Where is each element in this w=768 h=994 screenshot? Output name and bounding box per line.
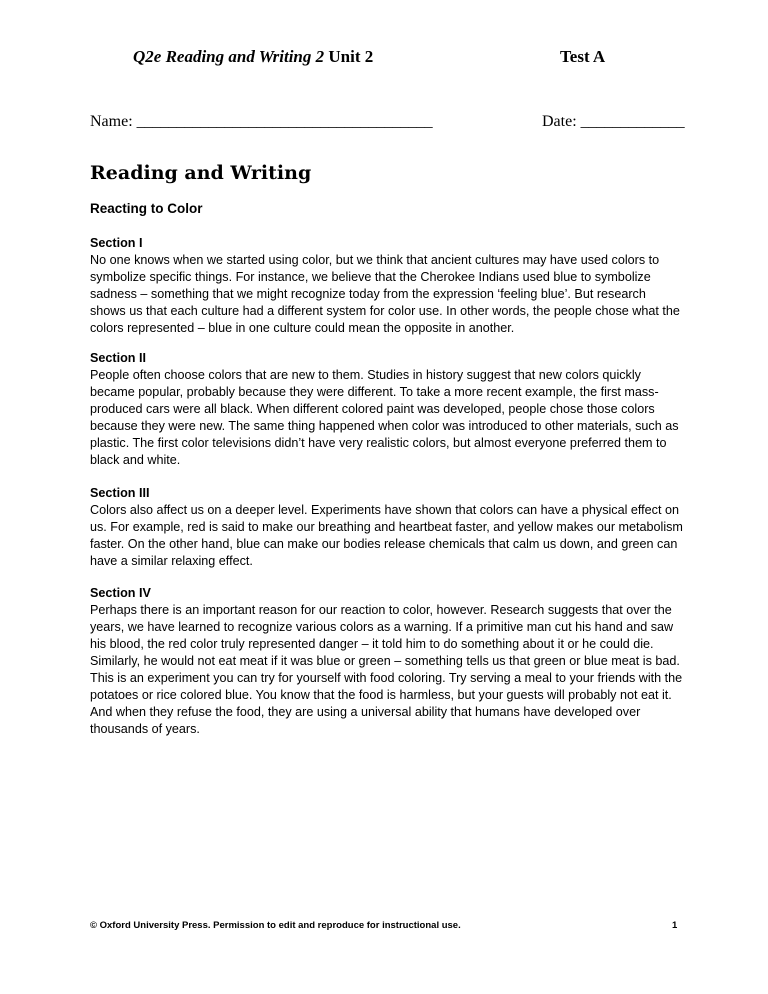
- section-3: [90, 485, 684, 570]
- date-field[interactable]: Date: _____________: [542, 113, 685, 130]
- page-number: 1: [672, 920, 678, 931]
- header-unit: Unit 2: [324, 47, 374, 66]
- section-body: Perhaps there is an important reason for our reaction to color, however. Research suggests that over the years, we have learned to recognize various colors as a warning. If a primitive man cut his hand and saw his blood, the red color truly represented danger – it told him to do something about it or he could die. Similarly, he would not eat meat if it was blue or green – something tells us that green or blue meat is bad. This is an experiment you can try for yourself with food coloring. Try serving a meal to your friends with the potatoes or rice colored blue. You know that the food is harmless, but your guests will probably not eat it. And when they refuse the food, they are using a universal ability that humans have developed over thousands of years.: [90, 603, 683, 736]
- section-2: [90, 350, 684, 469]
- page-heading: Reading and Writing: [90, 162, 312, 184]
- footer-copyright: © Oxford University Press. Permission to edit and reproduce for instructional use.: [90, 920, 461, 931]
- section-title: Section I: [90, 236, 143, 250]
- section-4: [90, 585, 684, 738]
- header-test-label: Test A: [560, 47, 606, 66]
- section-title: Section II: [90, 351, 146, 365]
- section-1: [90, 235, 684, 337]
- section-title: Section III: [90, 486, 150, 500]
- section-body: People often choose colors that are new to them. Studies in history suggest that new colors quickly became popular, probably because they were different. To take a more recent example, the first mass-produced cars were all black. When different colored paint was developed, people chose those colors because they were new. The same thing happened when color was introduced to other materials, such as plastic. The first color televisions didn’t have very realistic colors, but almost everyone preferred them to black and white.: [90, 368, 679, 467]
- header-title: [133, 47, 373, 67]
- section-body: No one knows when we started using color, but we think that ancient cultures may have used colors to symbolize specific things. For instance, we believe that the Cherokee Indians used blue to symbolize sadness – something that we might recognize today from the expression ‘feeling blue’. But research shows us that each culture had a different system for color use. In other words, the people chose what the colors represented – blue in one culture could mean the opposite in another.: [90, 253, 680, 335]
- header-series-title: Q2e Reading and Writing 2: [133, 47, 325, 66]
- reading-title: Reacting to Color: [90, 201, 203, 216]
- name-field[interactable]: Name: _____________________________________: [90, 113, 433, 130]
- section-body: Colors also affect us on a deeper level. Experiments have shown that colors can have a physical effect on us. For example, red is said to make our breathing and heartbeat faster, and yellow makes our metabolism faster. On the other hand, blue can make our bodies release chemicals that calm us down, and green can have a similar relaxing effect.: [90, 503, 683, 568]
- section-title: Section IV: [90, 586, 151, 600]
